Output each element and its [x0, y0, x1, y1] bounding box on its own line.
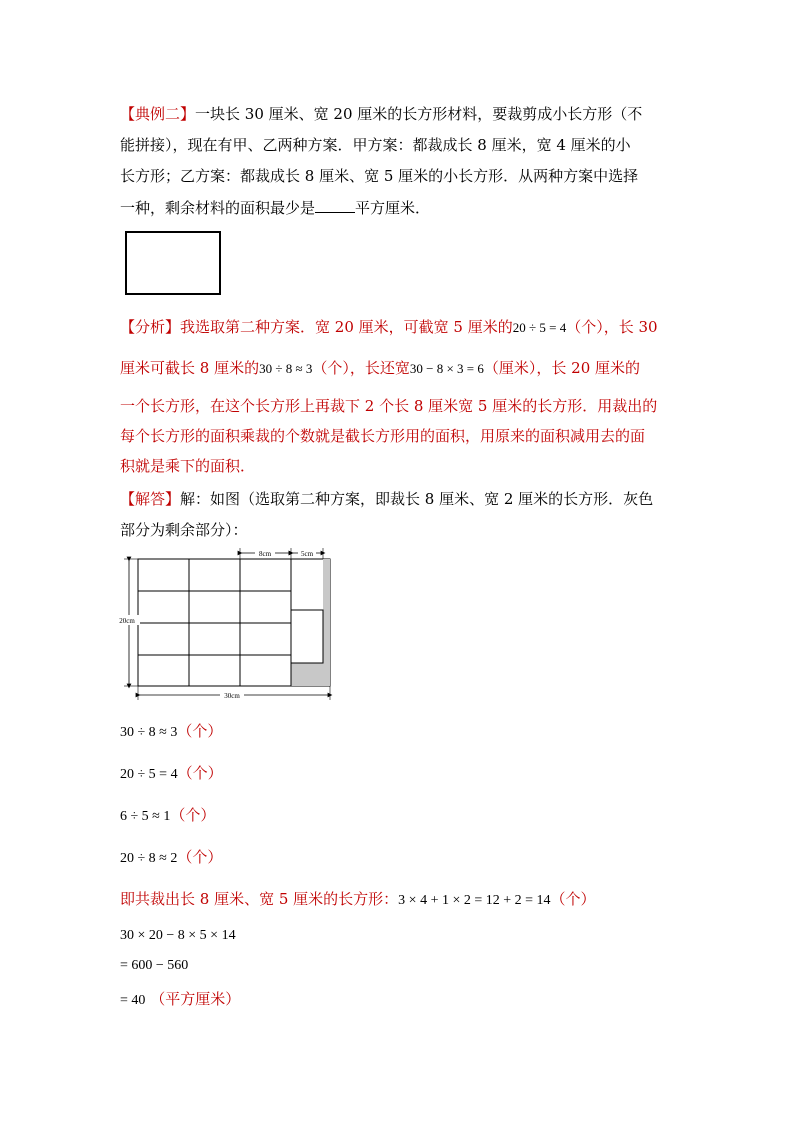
analysis-line-4: 每个长方形的面积乘裁的个数就是截长方形用的面积，用原来的面积减用去的面: [120, 427, 646, 445]
solution-line-2: 部分为剩余部分）：: [120, 521, 248, 539]
final-line-2: = 600 − 560: [120, 958, 189, 973]
problem-line-3: 长方形；乙方案：都裁成长 8 厘米、宽 5 厘米的小长方形．从两种方案中选择: [120, 167, 639, 185]
answer-blank: [315, 211, 355, 213]
analysis-tag: 【分析】: [120, 318, 181, 336]
label-30cm: 30cm: [224, 692, 240, 700]
solution-line-1: 【解答】解：如图（选取第二种方案，即裁长 8 厘米、宽 2 厘米的长方形．灰色: [120, 490, 654, 508]
analysis-line-2: 厘米可截长 8 厘米的30 ÷ 8 ≈ 3（个），长还宽30 − 8 × 3 = 6（厘米），长 20 厘米的: [120, 359, 641, 377]
final-line-3: = 40 （平方厘米）: [120, 990, 241, 1008]
label-5cm: 5cm: [300, 550, 314, 558]
solution-tag: 【解答】: [120, 490, 181, 508]
label-20cm: 20cm: [119, 617, 135, 625]
leftover-corner: [291, 663, 330, 686]
analysis-line-3: 一个长方形，在这个长方形上再裁下 2 个长 8 厘米宽 5 厘米的长方形．用裁出的: [120, 397, 658, 415]
label-8cm: 8cm: [258, 550, 272, 558]
step-4: 20 ÷ 8 ≈ 2（个）: [120, 848, 223, 866]
final-line-1: 30 × 20 − 8 × 5 × 14: [120, 928, 236, 943]
step-1: 30 ÷ 8 ≈ 3（个）: [120, 722, 223, 740]
step-3: 6 ÷ 5 ≈ 1（个）: [120, 806, 216, 824]
cutting-diagram: [112, 545, 342, 705]
analysis-line-1: 【分析】我选取第二种方案．宽 20 厘米，可截宽 5 厘米的20 ÷ 5 = 4（个），长 30: [120, 318, 658, 336]
problem-line-2: 能拼接），现在有甲、乙两种方案．甲方案：都裁成长 8 厘米，宽 4 厘米的小: [120, 136, 631, 154]
problem-line-4: 一种，剩余材料的面积最少是 平方厘米．: [120, 199, 431, 217]
step-2: 20 ÷ 5 = 4（个）: [120, 764, 223, 782]
material-rectangle: [125, 231, 221, 295]
analysis-line-5: 积就是乘下的面积．: [120, 457, 256, 475]
problem-tag: 【典例二】: [120, 105, 196, 123]
problem-line-1: 【典例二】一块长 30 厘米、宽 20 厘米的长方形材料，要裁剪成小长方形（不: [120, 105, 643, 123]
total-line: 即共裁出长 8 厘米、宽 5 厘米的长方形：3 × 4 + 1 × 2 = 12 + 2 = 14（个）: [120, 890, 596, 908]
